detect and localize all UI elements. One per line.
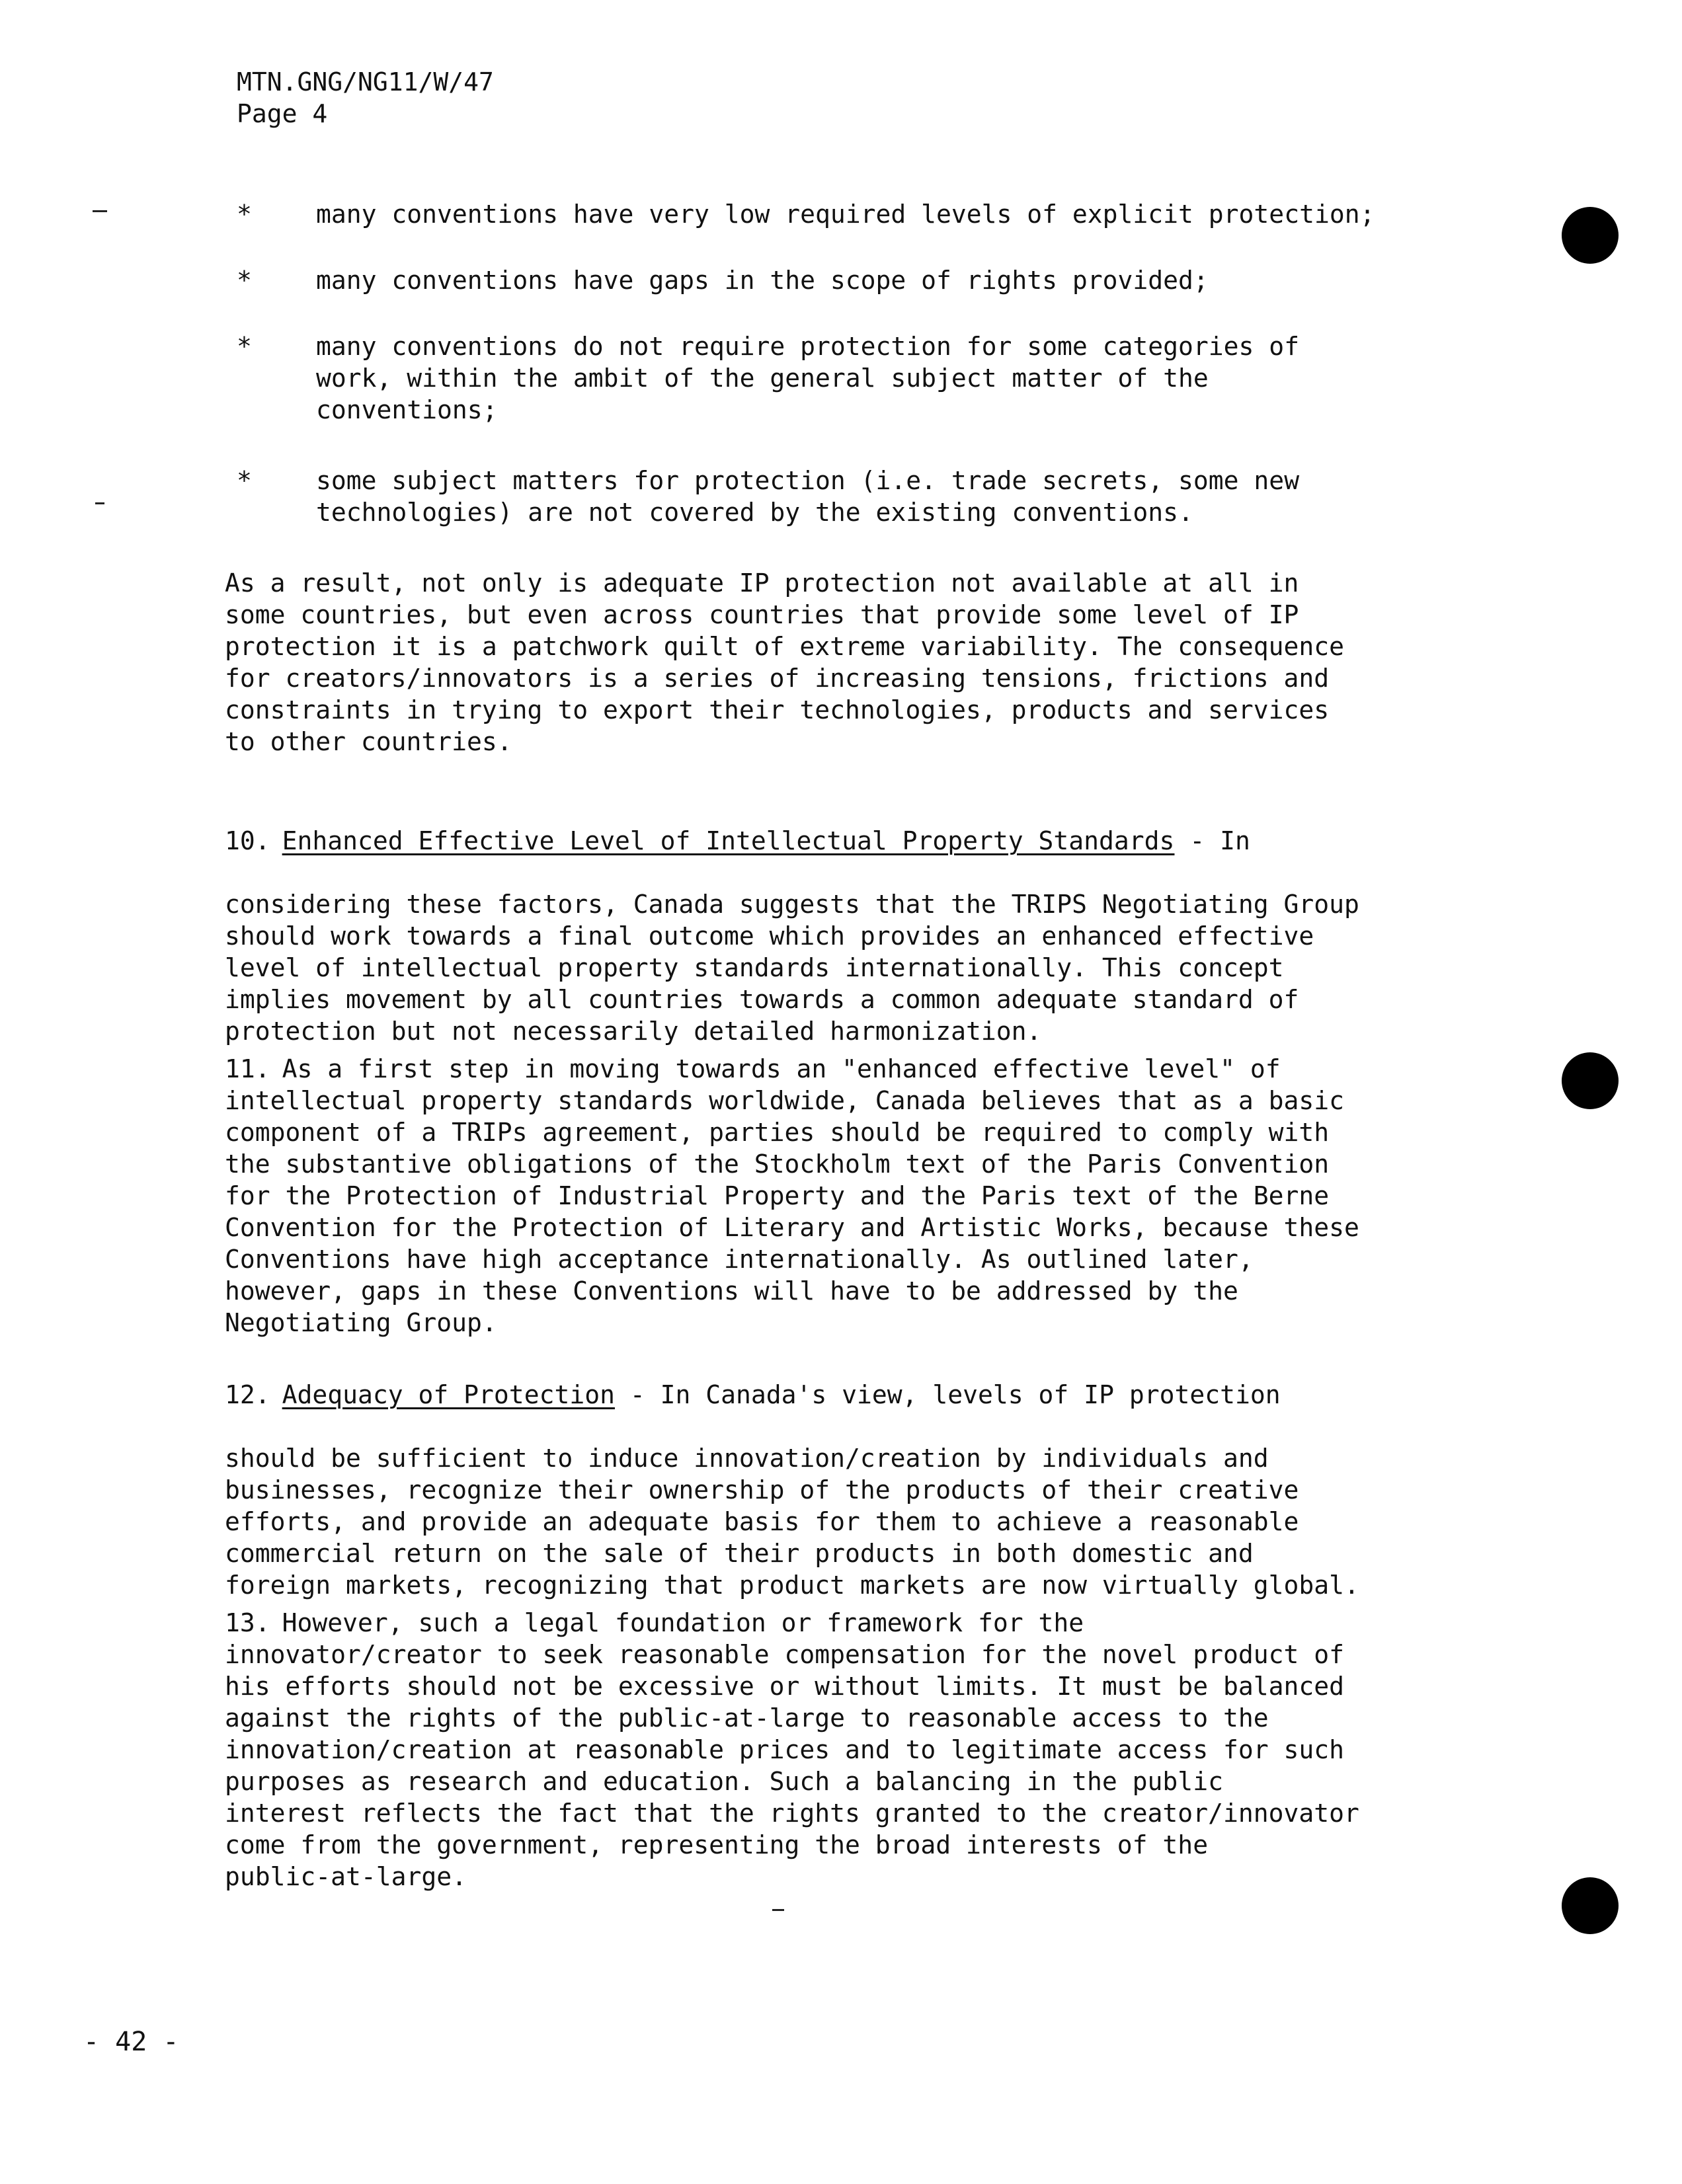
punch-hole [1562,1877,1619,1934]
punch-hole [1562,1052,1619,1109]
paragraph-10-body: considering these factors, Canada suggests that the TRIPS Negotiating Group should work towards a final outcome which provides an enhanced effective level of intellectual property standards internationally. This concept implies movement by all countries towards a common adequate standard of protection but not necessarily detailed harmonization. [225,890,1359,1046]
punch-hole [1562,207,1619,264]
section-heading: Adequacy of Protection [282,1380,615,1409]
bullet-text: many conventions do not require protection for some categories of work, within the ambit of the general subject matter of the conventions; [316,332,1300,424]
paragraph-number: 12. [225,1380,270,1409]
document-header [237,66,494,130]
paragraph-12-first-line [225,1379,1481,1411]
bullet-text: many conventions have gaps in the scope of rights provided; [316,266,1209,295]
bullet-star: * [237,200,252,229]
paragraph-number: 13. [225,1608,270,1637]
bullet-item [237,465,1480,528]
bullet-star: * [237,332,252,361]
bullet-star: * [237,466,252,495]
paragraph-12-body: should be sufficient to induce innovation/creation by individuals and businesses, recognize their ownership of the products of their creative efforts, and provide an adequate basis for them to achieve a reasonable commercial return on the sale of their products in both domestic and foreign markets, recognizing that product markets are now virtually global. [225,1444,1359,1600]
bullet-item [237,198,1480,230]
bullet-item [237,264,1480,296]
bullet-text: many conventions have very low required levels of explicit protection; [316,200,1375,229]
paragraph-result: As a result, not only is adequate IP protection not available at all in some countries, but even across countries that provide some level of IP protection it is a patchwork quilt of extreme variability. The consequence for creators/innovators is a series of increasing tensions, frictions and constraints in trying to export their technologies, products and services to other countries. [225,568,1344,756]
bullet-item [237,331,1480,426]
scan-speck [95,502,104,504]
document-symbol: MTN.GNG/NG11/W/47 [237,67,494,97]
section-heading: Enhanced Effective Level of Intellectual Property Standards [282,826,1175,855]
page-label: Page 4 [237,99,328,128]
paragraph-number: 11. [225,1054,270,1083]
bullet-text: some subject matters for protection (i.e. trade secrets, some new technologies) are not covered by the existing conventions. [316,466,1300,527]
scan-speck [772,1909,784,1911]
paragraph-10-lead: - In [1174,826,1250,855]
bullet-star: * [237,266,252,295]
paragraph-13 [225,1575,1481,1892]
scan-speck [93,210,107,212]
paragraph-number: 10. [225,826,270,855]
paragraph-11-body: As a first step in moving towards an "enhanced effective level" of intellectual property standards worldwide, Canada believes that as a basic component of a TRIPs agreement, parties should be required to comply with the substantive obligations of the Stockholm text of the Paris Convention for the Protection of Industrial Property and the Paris text of the Berne Convention for the Protection of Literary and Artistic Works, because these Conventions have high acceptance internationally. As outlined later, however, gaps in these Conventions will have to be addressed by the Negotiating Group. [225,1054,1359,1337]
page-number: - 42 - [83,2027,179,2057]
paragraph-10-first-line [225,825,1481,857]
paragraph-12-lead: - In Canada's view, levels of IP protection [614,1380,1281,1409]
paragraph-13-body: However, such a legal foundation or framework for the innovator/creator to seek reasonable compensation for the novel product of his efforts should not be excessive or without limits. It must be balanced against the rights of the public-at-large to reasonable access to the innovation/creation at reasonable prices and to legitimate access for such purposes as research and education. Such a balancing in the public interest reflects the fact that the rights granted to the creator/innovator come from the government, representing the broad interests of the public-at-large. [225,1608,1359,1891]
paragraph-11 [225,1021,1481,1339]
